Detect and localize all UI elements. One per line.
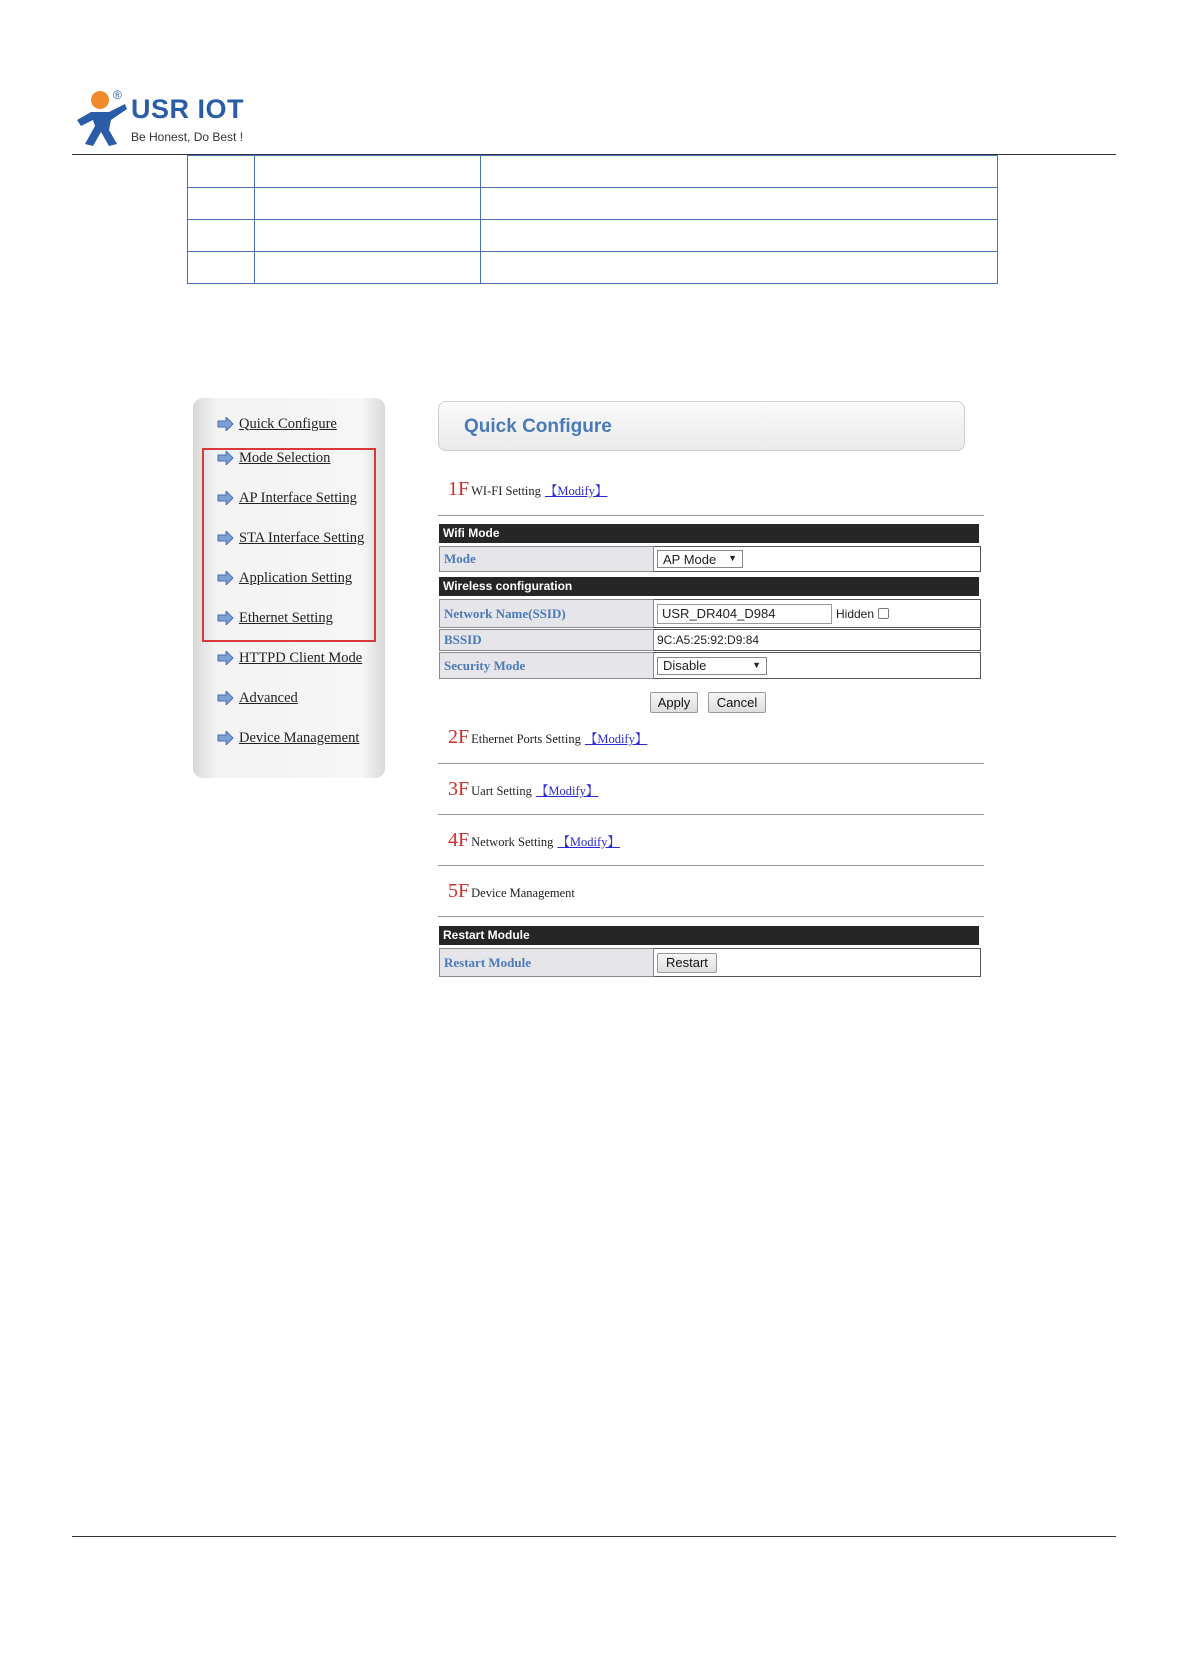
security-select-value: Disable xyxy=(663,658,707,673)
sidebar-item-quick-configure[interactable] xyxy=(217,413,337,435)
security-select[interactable] xyxy=(657,657,767,675)
section-wifi-setting xyxy=(448,478,607,504)
footer-divider xyxy=(72,1536,1116,1537)
registered-mark: ® xyxy=(113,88,122,102)
section-network xyxy=(448,829,620,855)
sidebar-item-label: HTTPD Client Mode xyxy=(239,649,363,666)
sidebar-item-sta-interface[interactable] xyxy=(217,527,364,549)
network-modify-link[interactable]: 【Modify】 xyxy=(557,835,620,849)
arrow-right-icon xyxy=(217,651,234,665)
ssid-input[interactable]: USR_DR404_D984 xyxy=(657,604,832,624)
bssid-row xyxy=(439,629,981,651)
wireless-config-header: Wireless configuration xyxy=(439,577,979,596)
section-divider xyxy=(438,814,984,815)
section-number: 3F xyxy=(448,778,470,800)
ethernet-modify-link[interactable]: 【Modify】 xyxy=(584,732,648,746)
page-title: Quick Configure xyxy=(464,416,612,437)
sidebar-item-label: AP Interface Setting xyxy=(239,489,357,506)
sidebar-item-label: STA Interface Setting xyxy=(239,529,365,546)
ssid-label: Network Name(SSID) xyxy=(439,599,654,628)
sidebar-item-label: Application Setting xyxy=(239,569,353,586)
mode-select[interactable] xyxy=(657,550,743,568)
wifi-mode-header: Wifi Mode xyxy=(439,524,979,543)
table-row xyxy=(188,220,998,252)
bssid-label: BSSID xyxy=(439,629,654,651)
sidebar-item-label: Ethernet Setting xyxy=(239,609,333,626)
dropdown-caret-icon: ▼ xyxy=(752,659,761,670)
mode-select-value: AP Mode xyxy=(663,551,717,567)
restart-row xyxy=(439,948,981,977)
section-label: WI-FI Setting xyxy=(471,484,541,498)
arrow-right-icon xyxy=(217,491,234,505)
page-header xyxy=(438,401,965,451)
section-divider xyxy=(438,865,984,866)
wifi-modify-link[interactable]: 【Modify】 xyxy=(544,484,608,498)
section-divider xyxy=(438,515,984,516)
section-number: 5F xyxy=(448,880,470,902)
section-label: Device Management xyxy=(471,886,575,900)
section-device-management xyxy=(448,880,575,906)
brand-name: USR IOT xyxy=(131,94,245,124)
table-row xyxy=(188,252,998,284)
restart-button[interactable]: Restart xyxy=(657,953,717,973)
security-label: Security Mode xyxy=(439,652,654,679)
arrow-right-icon xyxy=(217,691,234,705)
mode-value-cell xyxy=(654,546,981,572)
document-table xyxy=(187,155,998,284)
table-row xyxy=(188,188,998,220)
section-label: Uart Setting xyxy=(471,784,532,798)
ssid-row xyxy=(439,599,981,628)
section-divider xyxy=(438,763,984,764)
section-label: Ethernet Ports Setting xyxy=(471,732,581,746)
security-value-cell xyxy=(654,652,981,679)
arrow-right-icon xyxy=(217,731,234,745)
apply-button[interactable]: Apply xyxy=(650,692,698,713)
mode-row xyxy=(439,546,981,572)
brand-tagline: Be Honest, Do Best ! xyxy=(131,130,244,144)
sidebar-item-label: Mode Selection xyxy=(239,449,331,466)
arrow-right-icon xyxy=(217,417,234,431)
sidebar-item-label: Quick Configure xyxy=(239,415,337,432)
sidebar-item-ap-interface[interactable] xyxy=(217,487,357,509)
hidden-checkbox[interactable] xyxy=(878,608,889,619)
section-divider xyxy=(438,916,984,917)
mode-label: Mode xyxy=(439,546,654,572)
uart-modify-link[interactable]: 【Modify】 xyxy=(535,784,599,798)
restart-value-cell xyxy=(654,948,981,977)
sidebar-item-ethernet[interactable] xyxy=(217,607,333,629)
sidebar-item-advanced[interactable] xyxy=(217,687,298,709)
section-number: 4F xyxy=(448,829,470,851)
dropdown-caret-icon: ▼ xyxy=(728,553,737,563)
arrow-right-icon xyxy=(217,571,234,585)
sidebar-item-device-management[interactable] xyxy=(217,727,359,749)
hidden-label: Hidden xyxy=(836,606,875,621)
sidebar-item-mode-selection[interactable] xyxy=(217,447,330,469)
arrow-right-icon xyxy=(217,611,234,625)
brand-logo xyxy=(73,88,273,148)
table-row xyxy=(188,156,998,188)
arrow-right-icon xyxy=(217,451,234,465)
sidebar-nav xyxy=(193,398,385,778)
arrow-right-icon xyxy=(217,531,234,545)
section-number: 1F xyxy=(448,478,470,500)
section-ethernet-ports xyxy=(448,726,647,752)
cancel-button[interactable]: Cancel xyxy=(708,692,766,713)
bssid-value: 9C:A5:25:92:D9:84 xyxy=(654,629,981,651)
sidebar-item-httpd-client[interactable] xyxy=(217,647,362,669)
sidebar-item-application[interactable] xyxy=(217,567,352,589)
sidebar-item-label: Advanced xyxy=(239,689,298,706)
restart-module-header: Restart Module xyxy=(439,926,979,945)
section-label: Network Setting xyxy=(471,835,554,849)
section-number: 2F xyxy=(448,726,470,748)
section-uart xyxy=(448,778,598,804)
sidebar-item-label: Device Management xyxy=(239,729,360,746)
ssid-value-cell xyxy=(654,599,981,628)
security-row xyxy=(439,652,981,679)
restart-label: Restart Module xyxy=(439,948,654,977)
